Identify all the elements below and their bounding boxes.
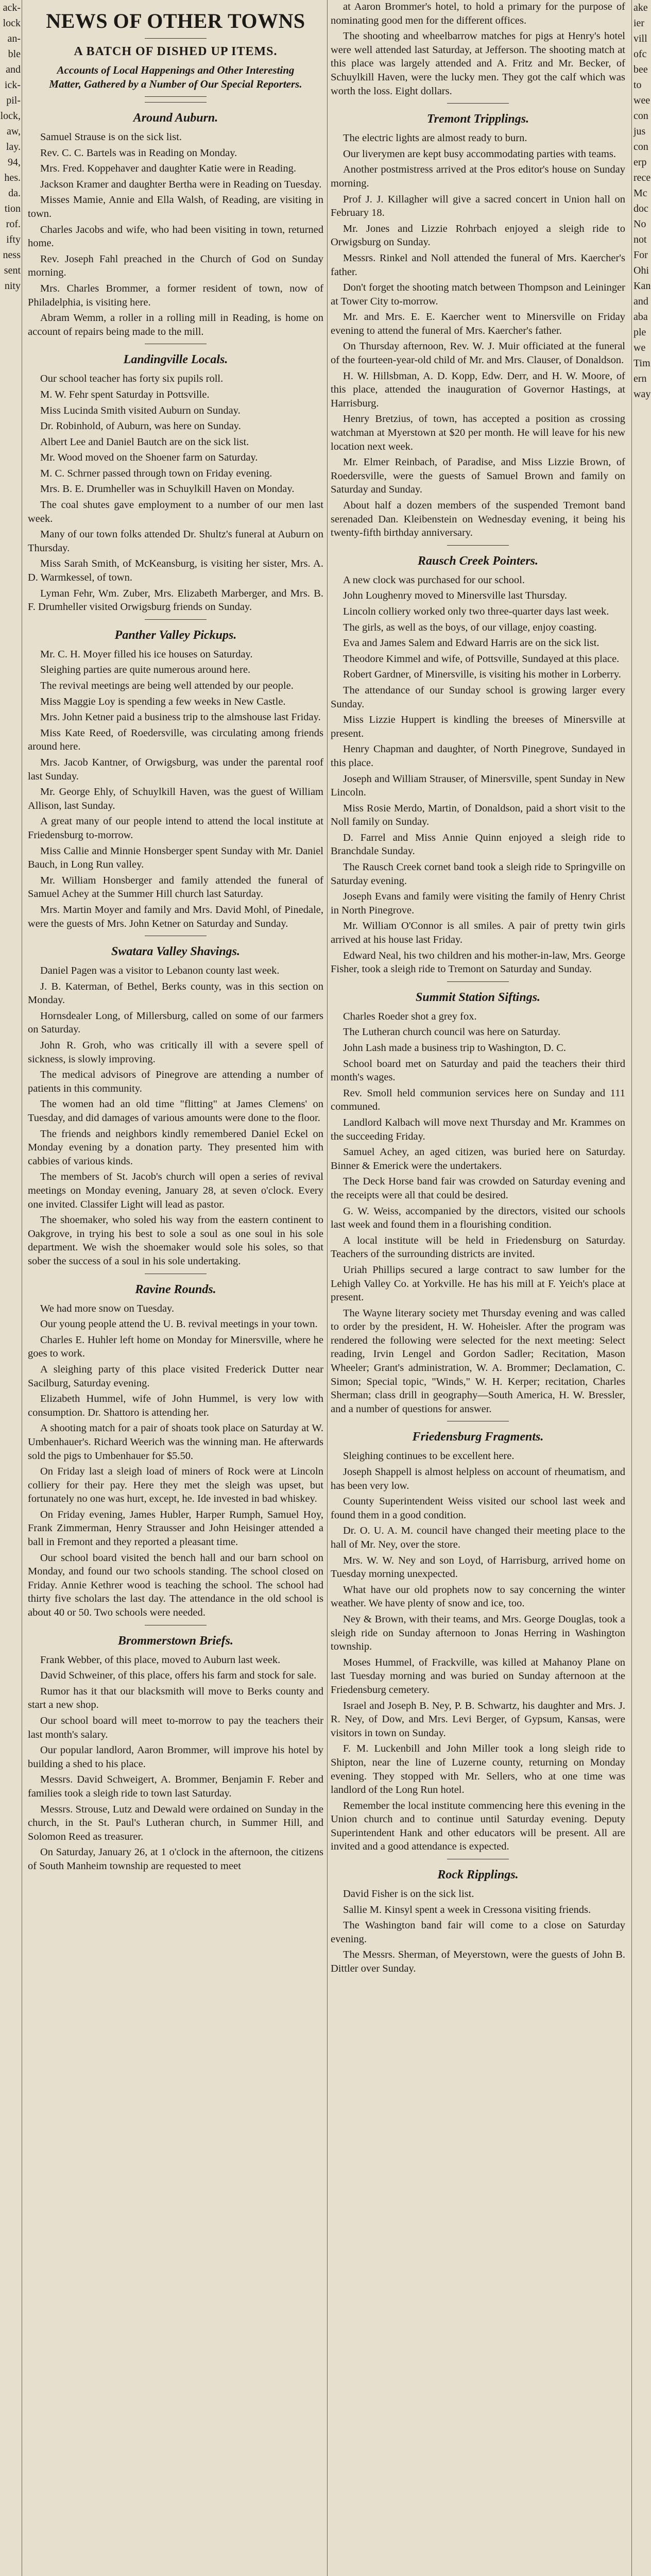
margin-fragment: ern bbox=[633, 373, 647, 384]
news-item: Hornsdealer Long, of Millersburg, called on some of our farmers on Saturday. bbox=[28, 1010, 323, 1036]
news-item: About half a dozen members of the suspended Tremont band serenaded Dan. Kleibenstein on Wednesday evening, it being his twenty-fifth birthday anniversary. bbox=[331, 500, 625, 539]
margin-fragment: pil- bbox=[6, 95, 21, 106]
margin-fragment: con bbox=[633, 110, 648, 122]
news-item: Albert Lee and Daniel Bautch are on the sick list. bbox=[40, 436, 249, 448]
divider bbox=[145, 619, 207, 620]
section-heading: Ravine Rounds. bbox=[135, 1282, 216, 1296]
margin-fragment: rof. bbox=[6, 218, 21, 230]
section-heading: Rausch Creek Pointers. bbox=[417, 554, 539, 568]
margin-fragment: ble bbox=[8, 48, 21, 60]
news-item: The women had an old time "flitting" at James Clemens' on Tuesday, and did damages of various amounts were done to the floor. bbox=[28, 1098, 323, 1124]
section-heading: Panther Valley Pickups. bbox=[114, 628, 237, 642]
news-item: Jackson Kramer and daughter Bertha were in Reading on Tuesday. bbox=[40, 178, 322, 190]
section-heading: Brommerstown Briefs. bbox=[117, 1634, 234, 1648]
news-item: Mr. George Ehly, of Schuylkill Haven, was the guest of William Allison, last Sunday. bbox=[28, 786, 323, 811]
news-item: Joseph and William Strauser, of Minersville, spent Sunday in New Lincoln. bbox=[331, 773, 625, 799]
news-item: The Rausch Creek cornet band took a sleigh ride to Springville on Saturday evening. bbox=[331, 861, 625, 887]
news-item: Uriah Phillips secured a large contract to saw lumber for the Lehigh Valley Co. at Yorkville. He has his mill at F. Yeich's place at present. bbox=[331, 1264, 625, 1303]
news-item: Lincoln colliery worked only two three-quarter days last week. bbox=[343, 605, 609, 617]
news-item: The revival meetings are being well attended by our people. bbox=[40, 680, 294, 691]
news-item: Our young people attend the U. B. revival meetings in your town. bbox=[40, 1318, 318, 1330]
news-item: On Friday last a sleigh load of miners of Rock were at Lincoln colliery for their pay. Here they met the sleigh was upset, but fortunately no one was hurt, except, he. Ide invested in bad whiskey. bbox=[28, 1466, 323, 1505]
news-item: Miss Callie and Minnie Honsberger spent Sunday with Mr. Daniel Bauch, in Long Run valley. bbox=[28, 845, 323, 871]
news-item: Henry Bretzius, of town, has accepted a position as crossing watchman at Myerstown at $20 per month. He will leave for his new location next week. bbox=[331, 413, 625, 452]
news-item: Charles E. Huhler left home on Monday for Minersville, where he goes to work. bbox=[28, 1334, 323, 1360]
news-item: David Fisher is on the sick list. bbox=[343, 1888, 474, 1900]
column-left bbox=[28, 0, 323, 2576]
news-item: Our popular landlord, Aaron Brommer, will improve his hotel by building a shed to his place. bbox=[28, 1744, 323, 1770]
news-item: Remember the local institute commencing here this evening in the Union church and to continue until Saturday evening. Deputy Superintendent Hank and other educators will be present. All are invited and a good attendance is expected. bbox=[331, 1800, 625, 1853]
news-item: Miss Lizzie Huppert is kindling the breeses of Minersville at present. bbox=[331, 714, 625, 739]
margin-fragment: nity bbox=[4, 280, 21, 292]
news-item: Messrs. Strouse, Lutz and Dewald were ordained on Sunday in the church, in the St. Paul's Lutheran church, in Summer Hill, and Solomon Reed as treasurer. bbox=[28, 1803, 323, 1842]
news-item: Joseph Shappell is almost helpless on account of rheumatism, and has been very low. bbox=[331, 1466, 625, 1492]
news-item: County Superintendent Weiss visited our school last week and found them in a good condition. bbox=[331, 1496, 625, 1521]
right-margin-fragments bbox=[631, 0, 651, 2576]
news-item: Miss Sarah Smith, of McKeansburg, is visiting her sister, Mrs. A. D. Warmkessel, of town. bbox=[28, 558, 323, 584]
news-item: Mrs. Jacob Kantner, of Orwigsburg, was under the parental roof last Sunday. bbox=[28, 756, 323, 782]
divider bbox=[447, 545, 509, 546]
news-item: Charles Jacobs and wife, who had been visiting in town, returned home. bbox=[28, 224, 323, 249]
news-item: A new clock was purchased for our school. bbox=[343, 574, 525, 586]
news-item: Moses Hummel, of Frackville, was killed at Mahanoy Plane on last Tuesday morning and was buried on Sunday afternoon at the Friedensburg cemetery. bbox=[331, 1656, 625, 1696]
margin-fragment: Tim bbox=[633, 358, 650, 369]
margin-fragment: not bbox=[633, 234, 647, 245]
margin-fragment: ifty bbox=[6, 234, 21, 245]
margin-fragment: hes. bbox=[4, 172, 21, 183]
page-deck: Accounts of Local Happenings and Other Interesting Matter, Gathered by a Number of Our Special Reporters. bbox=[49, 64, 302, 90]
news-item: The Deck Horse band fair was crowded on Saturday evening and the receipts were all that could be desired. bbox=[331, 1176, 625, 1201]
margin-fragment: and bbox=[633, 296, 648, 307]
news-item: John Loughenry moved to Minersville last Thursday. bbox=[343, 590, 567, 602]
margin-fragment: da. bbox=[8, 188, 21, 199]
news-item: Misses Mamie, Annie and Ella Walsh, of Reading, are visiting in town. bbox=[28, 194, 323, 219]
news-item: Rev. C. C. Bartels was in Reading on Monday. bbox=[40, 147, 237, 159]
news-item: A shooting match for a pair of shoats took place on Saturday at W. Umbenhauer's. Richard Weerich was the winning man. He afterwards sold the pigs to Umbenhauer for $5.50. bbox=[28, 1422, 323, 1462]
news-item: M. W. Fehr spent Saturday in Pottsville. bbox=[40, 388, 210, 400]
news-item: The attendance of our Sunday school is growing larger every Sunday. bbox=[331, 684, 625, 710]
news-item: School board met on Saturday and paid the teachers their third month's wages. bbox=[331, 1058, 625, 1083]
margin-fragment: erp bbox=[633, 157, 647, 168]
page-title: NEWS OF OTHER TOWNS bbox=[46, 9, 305, 32]
news-item: Eva and James Salem and Edward Harris are on the sick list. bbox=[343, 637, 599, 649]
news-item: The electric lights are almost ready to burn. bbox=[343, 132, 527, 144]
news-item: D. Farrel and Miss Annie Quinn enjoyed a sleigh ride to Branchdale Sunday. bbox=[331, 832, 625, 857]
news-item: We had more snow on Tuesday. bbox=[40, 1302, 175, 1314]
news-item: Samuel Strause is on the sick list. bbox=[40, 131, 182, 143]
margin-fragment: ick- bbox=[4, 79, 21, 91]
margin-fragment: ness bbox=[3, 249, 21, 261]
news-item: The Messrs. Sherman, of Meyerstown, were the guests of John B. Dittler over Sunday. bbox=[331, 1949, 625, 1975]
news-item: Miss Kate Reed, of Roedersville, was circulating among friends around here. bbox=[28, 727, 323, 753]
news-item: F. M. Luckenbill and John Miller took a long sleigh ride to Shipton, near the line of Luzerne county, returning on Monday evening. They stopped with Mr. Sellers, who at one time was landlord of the Long Run hotel. bbox=[331, 1743, 625, 1796]
news-item: The girls, as well as the boys, of our village, enjoy coasting. bbox=[343, 621, 597, 633]
news-item: Mrs. B. E. Drumheller was in Schuylkill Haven on Monday. bbox=[40, 483, 295, 495]
news-item: Messrs. Rinkel and Noll attended the funeral of Mrs. Kaercher's father. bbox=[331, 252, 625, 278]
news-item: What have our old prophets now to say concerning the winter weather. We have plenty of snow and ice, too. bbox=[331, 1584, 625, 1609]
news-item: The shooting and wheelbarrow matches for pigs at Henry's hotel were well attended last Saturday, at Jefferson. The shooting match at this place was largely attended and A. Fritz and Mr. Becker, of Schuylkill Haven, were the lucky men. They got the calf which was worth the loss. Eight dollars. bbox=[331, 30, 625, 97]
news-item: Prof J. J. Killagher will give a sacred concert in Union hall on February 18. bbox=[331, 193, 625, 219]
margin-fragment: doc bbox=[633, 203, 648, 214]
news-item: Don't forget the shooting match between Thompson and Leininger at Tower City to-morrow. bbox=[331, 282, 625, 307]
margin-fragment: jus bbox=[633, 126, 646, 137]
news-item: The Lutheran church council was here on Saturday. bbox=[343, 1026, 561, 1038]
news-item: Theodore Kimmel and wife, of Pottsville, Sundayed at this place. bbox=[343, 653, 620, 665]
news-item: G. W. Weiss, accompanied by the directors, visited our schools last week and found them in a flourishing condition. bbox=[331, 1205, 625, 1231]
margin-fragment: and bbox=[6, 64, 21, 75]
section-heading: Friedensburg Fragments. bbox=[412, 1430, 544, 1444]
margin-fragment: sent bbox=[4, 265, 21, 276]
news-item: Rumor has it that our blacksmith will move to Berks county and start a new shop. bbox=[28, 1685, 323, 1711]
news-item: Sleighing parties are quite numerous around here. bbox=[40, 664, 251, 676]
news-item: Elizabeth Hummel, wife of John Hummel, is very low with consumption. Dr. Shattoro is attending her. bbox=[28, 1393, 323, 1418]
news-item: Landlord Kalbach will move next Thursday and Mr. Krammes on the succeeding Friday. bbox=[331, 1116, 625, 1142]
section-heading: Landingville Locals. bbox=[123, 353, 228, 367]
margin-fragment: For bbox=[633, 249, 648, 261]
margin-fragment: lock bbox=[3, 18, 21, 29]
news-item: Edward Neal, his two children and his mother-in-law, Mrs. George Fisher, took a sleigh ride to Tremont on Saturday and Sunday. bbox=[331, 950, 625, 975]
news-item: John Lash made a business trip to Washington, D. C. bbox=[343, 1042, 566, 1054]
news-item: David Schweiner, of this place, offers his farm and stock for sale. bbox=[40, 1670, 317, 1682]
news-item: A local institute will be held in Friedensburg on Saturday. Teachers of the surrounding districts are invited. bbox=[331, 1234, 625, 1260]
news-item: Many of our town folks attended Dr. Shultz's funeral at Auburn on Thursday. bbox=[28, 529, 323, 554]
news-item: Messrs. David Schweigert, A. Brommer, Benjamin F. Reber and families took a sleigh ride to town last Saturday. bbox=[28, 1774, 323, 1799]
divider bbox=[145, 102, 207, 103]
news-item: Our school board will meet to-morrow to pay the teachers their last month's salary. bbox=[28, 1715, 323, 1740]
news-item: On Saturday, January 26, at 1 o'clock in the afternoon, the citizens of South Manheim township are requested to meet bbox=[28, 1846, 323, 1872]
margin-fragment: No bbox=[633, 218, 646, 230]
news-item: Lyman Fehr, Wm. Zuber, Mrs. Elizabeth Marberger, and Mrs. B. F. Drumheller visited Orwigsburg friends on Sunday. bbox=[28, 587, 323, 613]
news-item: Dr. O. U. A. M. council have changed their meeting place to the hall of Mr. Ney, over the store. bbox=[331, 1525, 625, 1550]
news-item: The members of St. Jacob's church will open a series of revival meetings on Monday evening, January 28, at seven o'clock. Every one invited. Classifer Light will lead as pastor. bbox=[28, 1171, 323, 1210]
section-heading: Around Auburn. bbox=[133, 111, 218, 125]
news-item: Mr. William O'Connor is all smiles. A pair of pretty twin girls arrived at his house last Friday. bbox=[331, 920, 625, 946]
margin-fragment: ack- bbox=[3, 2, 21, 13]
news-item: Ney & Brown, with their teams, and Mrs. George Douglas, took a sleigh ride on Sunday afternoon to Jonas Herring in Washington township. bbox=[331, 1613, 625, 1653]
news-item: Miss Maggie Loy is spending a few weeks in New Castle. bbox=[40, 696, 286, 707]
news-item: On Thursday afternoon, Rev. W. J. Muir officiated at the funeral of the fourteen-year-old child of Mr. and Mrs. Clauser, of Donaldson. bbox=[331, 341, 625, 366]
news-item: Our school board visited the bench hall and our barn school on Monday, and found our two schools standing. The school closed on Friday. Annie Kethrer wood is teaching the school. The school had thirty five scholars the last day. The attendance in the old school is about 40 or 50. Two schools were needed. bbox=[28, 1552, 323, 1619]
margin-fragment: lay. bbox=[6, 141, 21, 152]
news-item: J. B. Katerman, of Bethel, Berks county, was in this section on Monday. bbox=[28, 980, 323, 1006]
news-item: H. W. Hillsbman, A. D. Kopp, Edw. Derr, and H. W. Moore, of this place, attended the inauguration of Governor Hastings, at Harrisburg. bbox=[331, 370, 625, 409]
news-item: Mrs. W. W. Ney and son Loyd, of Harrisburg, arrived home on Tuesday morning unexpected. bbox=[331, 1554, 625, 1580]
news-item: The coal shutes gave employment to a number of our men last week. bbox=[28, 499, 323, 524]
news-item: Mr. C. H. Moyer filled his ice houses on Saturday. bbox=[40, 648, 253, 660]
page-subtitle: A BATCH OF DISHED UP ITEMS. bbox=[74, 45, 278, 58]
margin-fragment: lock, bbox=[0, 110, 21, 122]
news-item: Our school teacher has forty six pupils roll. bbox=[40, 373, 224, 385]
news-item: On Friday evening, James Hubler, Harper Rumph, Samuel Hoy, Frank Zimmerman, Henry Strausser and John Heisinger attended a ball in Fremont and they reported a pleasant time. bbox=[28, 1509, 323, 1548]
margin-fragment: rece bbox=[633, 172, 651, 183]
margin-fragment: tion bbox=[4, 203, 21, 214]
margin-fragment: 94, bbox=[8, 157, 21, 168]
column-right bbox=[331, 0, 625, 2576]
margin-fragment: we bbox=[633, 342, 646, 353]
section-heading: Summit Station Siftings. bbox=[415, 990, 541, 1004]
news-item: Mrs. Charles Brommer, a former resident of town, now of Philadelphia, is visiting here. bbox=[28, 282, 323, 308]
column-left-body bbox=[28, 102, 323, 1873]
news-item: A great many of our people intend to attend the local institute at Friedensburg to-morrow. bbox=[28, 816, 323, 841]
margin-fragment: Ohi bbox=[633, 265, 649, 276]
news-item: Sallie M. Kinsyl spent a week in Cressona visiting friends. bbox=[343, 1904, 591, 1916]
margin-fragment: wee bbox=[633, 95, 650, 106]
news-item: Our liverymen are kept busy accommodating parties with teams. bbox=[343, 148, 616, 160]
section-heading: Rock Ripplings. bbox=[437, 1868, 519, 1882]
news-item: Joseph Evans and family were visiting the family of Henry Christ in North Pinegrove. bbox=[331, 891, 625, 916]
news-item: Charles Roeder shot a grey fox. bbox=[343, 1010, 477, 1022]
news-item: John R. Groh, who was critically ill with a severe spell of sickness, is slowly improving. bbox=[28, 1040, 323, 1065]
section-heading: Tremont Tripplings. bbox=[426, 112, 529, 126]
left-margin-fragments bbox=[0, 0, 22, 2576]
news-item: at Aaron Brommer's hotel, to hold a primary for the purpose of nominating good men for the different offices. bbox=[331, 1, 625, 26]
news-item: The Wayne literary society met Thursday evening and was called to order by the president, H. W. Hoheisler. After the program was rendered the following were selected for the next meeting: Select reading, Irvin Lengel and Gordon Sadler; Recitation, Mason Wheeler; Grant's administration, W. A. Brommer; Declamation, C. Simon; Special topic, "Winds," W. H. Kerper; recitation, Charles Sherman; class drill in geography—South America, H. W. Bressler, and a number of questions for answer. bbox=[331, 1307, 625, 1415]
news-item: Miss Lucinda Smith visited Auburn on Sunday. bbox=[40, 404, 241, 416]
news-item: M. C. Schrner passed through town on Friday evening. bbox=[40, 467, 272, 479]
news-item: Miss Rosie Merdo, Martin, of Donaldson, paid a short visit to the Noll family on Sunday. bbox=[331, 802, 625, 828]
news-item: The medical advisors of Pinegrove are attending a number of patients in this community. bbox=[28, 1069, 323, 1094]
margin-fragment: bee bbox=[633, 64, 648, 75]
news-item: Mr. Jones and Lizzie Rohrbach enjoyed a sleigh ride to Orwigsburg on Sunday. bbox=[331, 223, 625, 248]
news-item: Mr. Wood moved on the Shoener farm on Saturday. bbox=[40, 452, 258, 464]
margin-fragment: Kan bbox=[633, 280, 651, 292]
divider bbox=[145, 38, 207, 39]
news-item: The shoemaker, who soled his way from the eastern continent to Oakgrove, in trying his best to sole a soul as one soul in his sole department. We wish the shoemaker would sole his soles, so that sober the success of a soul in his sole undertaking. bbox=[28, 1214, 323, 1267]
divider bbox=[447, 103, 509, 104]
column-right-body bbox=[331, 0, 625, 1976]
news-item: Mrs. John Ketner paid a business trip to the almshouse last Friday. bbox=[40, 711, 321, 723]
margin-fragment: to bbox=[633, 79, 642, 91]
news-item: A sleighing party of this place visited Frederick Dutter near Sacilburg, Saturday evening. bbox=[28, 1363, 323, 1389]
news-item: Robert Gardner, of Minersville, is visiting his mother in Lorberry. bbox=[343, 669, 621, 681]
margin-fragment: Mc bbox=[633, 188, 647, 199]
news-item: Daniel Pagen was a visitor to Lebanon county last week. bbox=[40, 965, 280, 977]
news-item: Mr. William Honsberger and family attended the funeral of Samuel Achey at the Summer Hill church last Saturday. bbox=[28, 874, 323, 900]
margin-fragment: ier bbox=[633, 18, 645, 29]
margin-fragment: aw, bbox=[6, 126, 21, 137]
column-rule bbox=[327, 0, 328, 2576]
margin-fragment: ake bbox=[633, 2, 648, 13]
news-item: Mrs. Fred. Koppehaver and daughter Katie were in Reading. bbox=[40, 163, 296, 175]
divider bbox=[145, 96, 207, 97]
margin-fragment: way bbox=[633, 388, 651, 400]
news-item: Another postmistress arrived at the Pros editor's house on Sunday morning. bbox=[331, 164, 625, 189]
divider bbox=[447, 981, 509, 982]
margin-fragment: an- bbox=[7, 33, 21, 44]
news-item: Rev. Joseph Fahl preached in the Church of God on Sunday morning. bbox=[28, 253, 323, 279]
news-item: Israel and Joseph B. Ney, P. B. Schwartz, his daughter and Mrs. J. R. Ney, of Dow, and Mrs. Levi Berger, of Gypsum, Kansas, were visitors in town on Sunday. bbox=[331, 1700, 625, 1739]
section-heading: Swatara Valley Shavings. bbox=[111, 945, 241, 959]
margin-fragment: aba bbox=[633, 311, 648, 323]
news-item: Dr. Robinhold, of Auburn, was here on Sunday. bbox=[40, 420, 241, 432]
news-item: Mr. Elmer Reinbach, of Paradise, and Miss Lizzie Brown, of Roedersville, were the guests of Samuel Brown and family on Saturday and Sunday. bbox=[331, 456, 625, 496]
news-item: Mrs. Martin Moyer and family and Mrs. David Mohl, of Pinedale, were the guests of Mrs. John Ketner on Saturday and Sunday. bbox=[28, 904, 323, 929]
news-item: The Washington band fair will come to a close on Saturday evening. bbox=[331, 1920, 625, 1945]
margin-fragment: con bbox=[633, 141, 648, 152]
margin-fragment: ofc bbox=[633, 48, 647, 60]
news-item: Samuel Achey, an aged citizen, was buried here on Saturday. Binner & Emerick were the undertakers. bbox=[331, 1146, 625, 1172]
news-item: Henry Chapman and daughter, of North Pinegrove, Sundayed in this place. bbox=[331, 743, 625, 769]
news-item: The friends and neighbors kindly remembered Daniel Eckel on Monday evening by a donation party. They presented him with cabbies of various kinds. bbox=[28, 1128, 323, 1167]
margin-fragment: ple bbox=[633, 327, 646, 338]
news-item: Rev. Smoll held communion services here on Sunday and 111 communed. bbox=[331, 1087, 625, 1113]
news-item: Sleighing continues to be excellent here. bbox=[343, 1450, 515, 1462]
news-item: Mr. and Mrs. E. E. Kaercher went to Minersville on Friday evening to attend the funeral of Mrs. Kaercher's father. bbox=[331, 311, 625, 336]
news-item: Abram Wemm, a roller in a rolling mill in Reading, is home on account of repairs being made to the mill. bbox=[28, 312, 323, 337]
margin-fragment: vill bbox=[633, 33, 647, 44]
news-item: Frank Webber, of this place, moved to Auburn last week. bbox=[40, 1654, 281, 1666]
